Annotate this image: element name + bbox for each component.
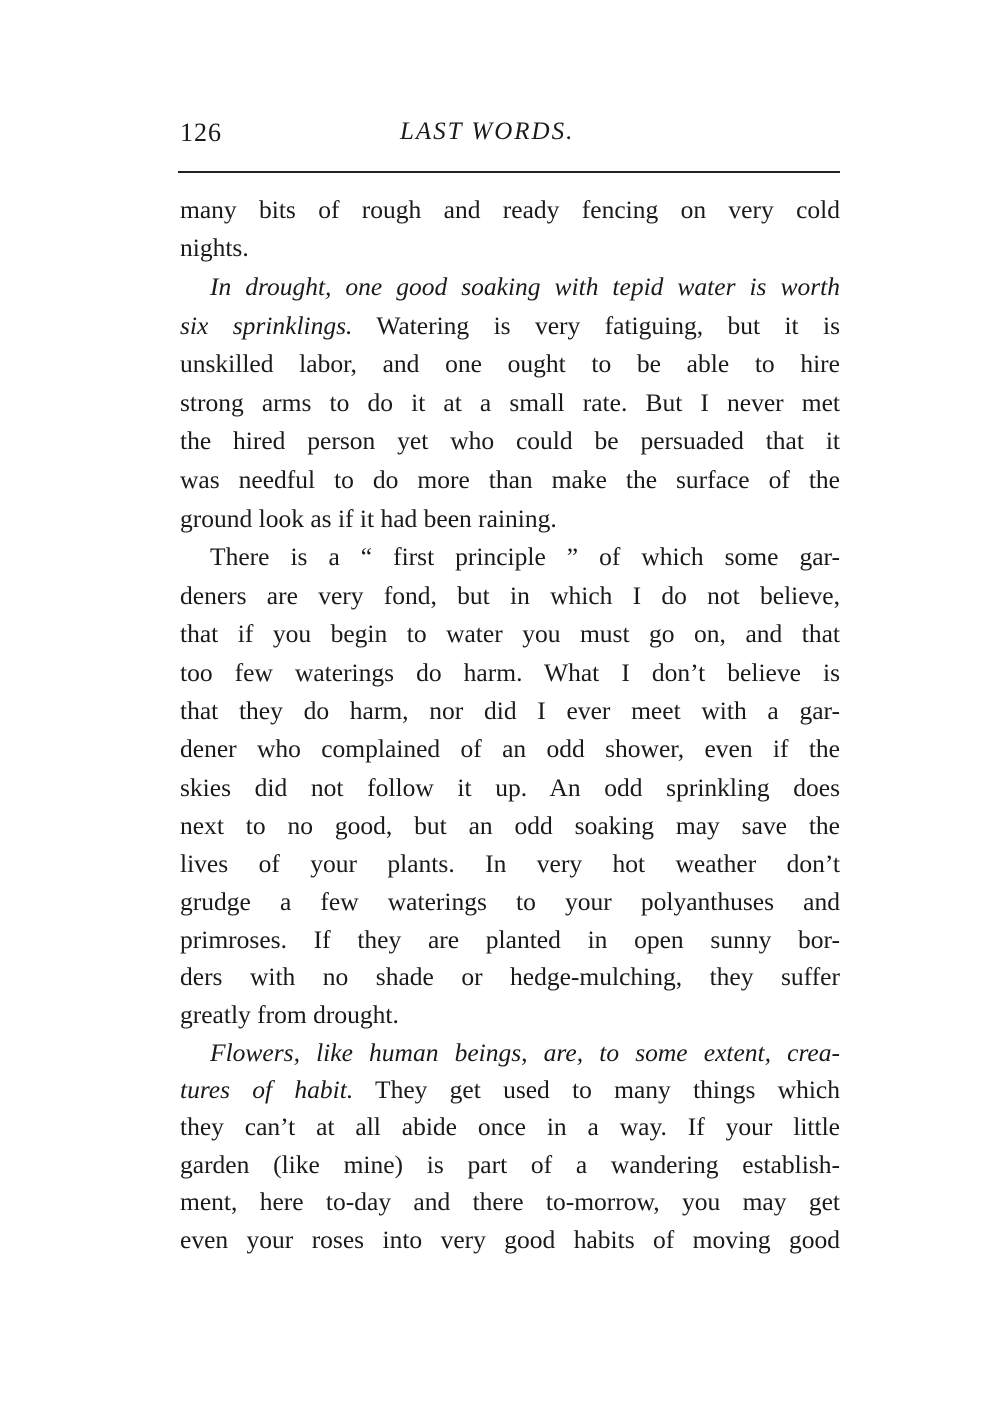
text-line [180,996,840,1034]
text-segment: strong arms to do it at a small rate. But I never met [180,388,840,417]
text-line [180,229,840,267]
text-segment: even your roses into very good habits of moving good [180,1225,840,1254]
text-segment: unskilled labor, and one ought to be able to hire [180,349,840,378]
text-segment: nights. [180,233,249,262]
italic-text: Flowers, like human beings, are, to some extent, crea- [210,1038,840,1067]
text-line [180,500,840,538]
text-line [180,345,840,383]
text-line [180,191,840,229]
text-line [180,1221,840,1259]
text-line [180,384,840,422]
text-segment: that if you begin to water you must go on, and that [180,619,840,648]
text-segment: greatly from drought. [180,1000,399,1029]
text-segment: the hired person yet who could be persuaded that it [180,426,840,455]
text-segment: lives of your plants. In very hot weather don’t [180,849,840,878]
text-line [180,692,840,730]
text-line [180,422,840,460]
text-line [180,921,840,959]
text-segment: primroses. If they are planted in open sunny bor- [180,925,840,954]
text-segment: that they do harm, nor did I ever meet with a gar- [180,696,840,725]
text-segment: ground look as if it had been raining. [180,504,557,533]
text-line [180,769,840,807]
text-segment: next to no good, but an odd soaking may save the [180,811,840,840]
text-segment: too few waterings do harm. What I don’t believe is [180,658,840,687]
text-line [180,807,840,845]
text-line [210,1034,840,1072]
running-head: LAST WORDS. [400,118,575,145]
italic-text: In drought, one good soaking with tepid water is worth [210,272,840,301]
text-segment: deners are very fond, but in which I do not believe, [180,581,840,610]
text-line [180,1071,840,1109]
text-segment: They get used to many things which [353,1075,840,1104]
text-line [210,538,840,576]
italic-text: tures of habit. [180,1075,354,1104]
text-line [180,615,840,653]
page-number: 126 [180,118,222,147]
text-line [180,1183,840,1221]
text-segment: dener who complained of an odd shower, even if the [180,734,840,763]
text-segment: skies did not follow it up. An odd sprinkling does [180,773,840,802]
text-line [180,461,840,499]
italic-text: six sprinklings. [180,311,353,340]
text-line [180,845,840,883]
text-line [180,958,840,996]
text-line [180,730,840,768]
text-line [180,307,840,345]
text-segment: There is a “ first principle ” of which some gar- [210,542,840,571]
text-segment: was needful to do more than make the surface of the [180,465,840,494]
text-segment: many bits of rough and ready fencing on very cold [180,195,840,224]
header-rule [178,171,840,173]
text-segment: ment, here to-day and there to-morrow, you may get [180,1187,840,1216]
text-line [180,1108,840,1146]
text-segment: grudge a few waterings to your polyanthuses and [180,887,840,916]
text-segment: ders with no shade or hedge-mulching, they suffer [180,962,840,991]
text-line [180,577,840,615]
text-segment: garden (like mine) is part of a wandering establish- [180,1150,840,1179]
text-line [210,268,840,306]
text-line [180,654,840,692]
text-line [180,883,840,921]
text-line [180,1146,840,1184]
text-segment: they can’t at all abide once in a way. If your little [180,1112,840,1141]
text-segment: Watering is very fatiguing, but it is [352,311,840,340]
